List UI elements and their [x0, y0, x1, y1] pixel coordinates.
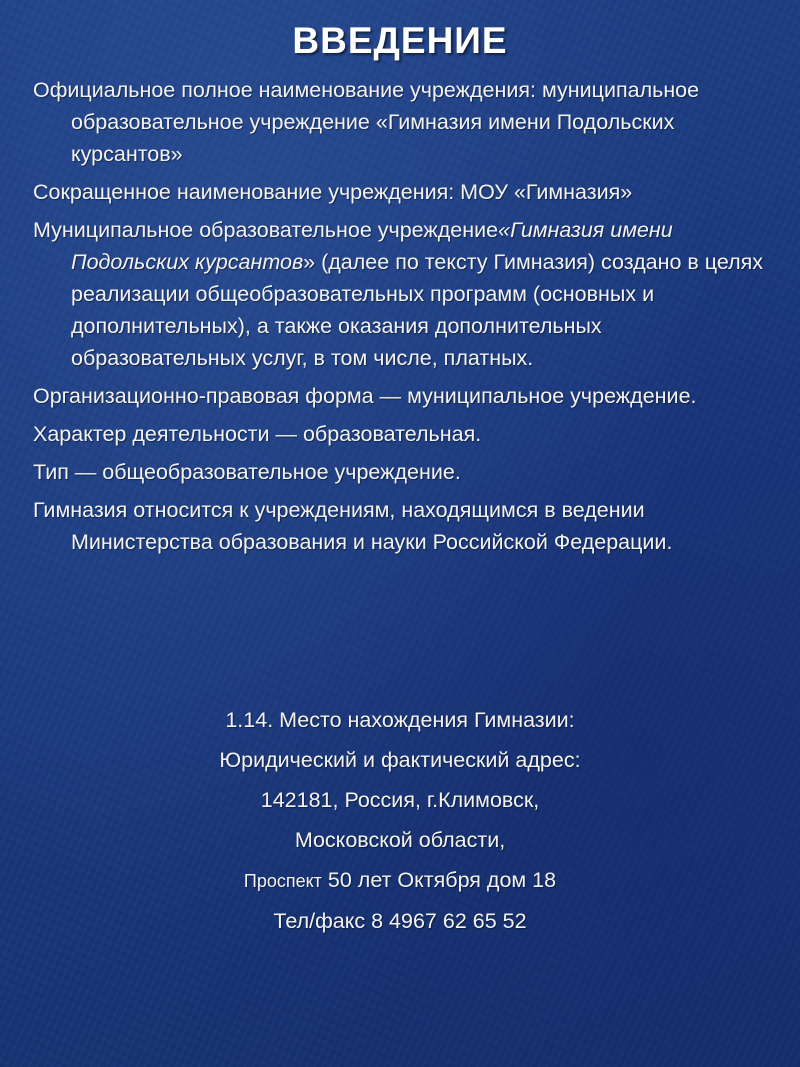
purpose-text-a: Муниципальное образовательное учреждение	[33, 218, 499, 242]
paragraph-activity: Характер деятельности — образовательная.	[33, 422, 482, 446]
purpose-text-b: » (далее по тексту Гимназия) создано в целях реализации общеобразовательных программ (основных и дополнительных), а также оказания дополнительных образовательных услуг, в том числе, платных.	[71, 250, 764, 370]
address-street	[0, 864, 800, 897]
paragraph-type: Тип — общеобразовательное учреждение.	[33, 460, 461, 484]
address-heading: 1.14. Место нахождения Гимназии:	[225, 708, 575, 732]
address-street-rest: 50 лет Октября дом 18	[321, 868, 557, 892]
address-street-prefix: Проспект	[243, 871, 322, 891]
paragraph-legal-form: Организационно-правовая форма — муниципальное учреждение.	[33, 384, 697, 408]
address-phone: Тел/факс 8 4967 62 65 52	[273, 909, 527, 933]
paragraph-ministry: Гимназия относится к учреждениям, находящимся в ведении Министерства образования и науки Российской Федерации.	[33, 498, 673, 554]
address-city: 142181, Россия, г.Климовск,	[260, 788, 540, 812]
paragraph-purpose	[33, 214, 773, 374]
address-legal-label: Юридический и фактический адрес:	[219, 748, 581, 772]
address-block	[0, 704, 800, 945]
slide-title: ВВЕДЕНИЕ	[292, 20, 508, 61]
purpose-text-italic: «Гимназия имени Подольских курсантов	[71, 218, 673, 274]
address-region: Московской области,	[294, 828, 506, 852]
paragraph-short-name: Сокращенное наименование учреждения: МОУ «Гимназия»	[33, 180, 633, 204]
body-text	[33, 74, 773, 564]
paragraph-full-name: Официальное полное наименование учреждения: муниципальное образовательное учреждение «Гимназия имени Подольских курсантов»	[33, 78, 700, 166]
